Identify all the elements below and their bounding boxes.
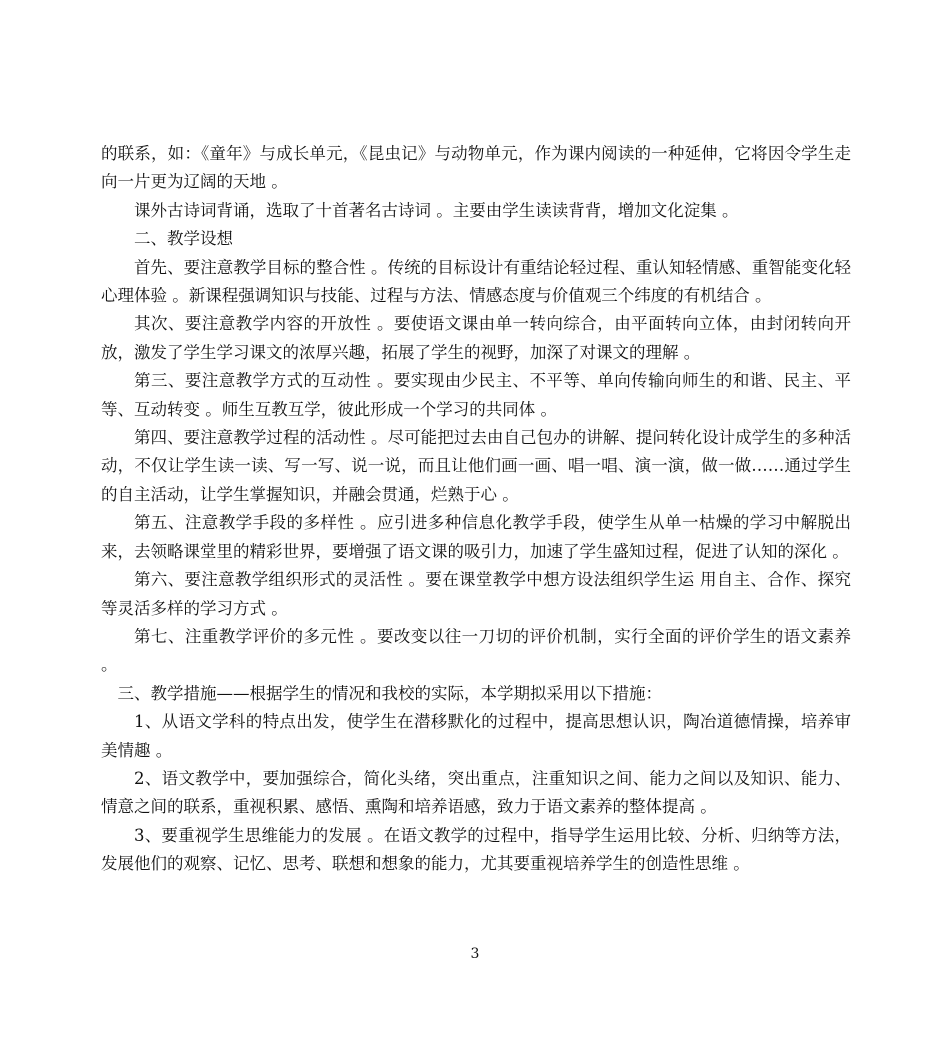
paragraph-continuation: 的联系，如：《童年》与成长单元，《昆虫记》与动物单元，作为课内阅读的一种延伸，它将因令学生走向一片更为辽阔的天地 。 (101, 144, 851, 192)
paragraph-poetry-recitation: 课外古诗词背诵，选取了十首著名古诗词 。主要由学生读读背背，增加文化淀集 。 (134, 200, 739, 220)
section-heading-teaching-measures: 三、教学措施——根据学生的情况和我校的实际，本学期拟采用以下措施： (117, 683, 662, 703)
page-number: 3 (470, 946, 480, 962)
document-body (101, 140, 851, 879)
paragraph-second: 其次、要注意教学内容的开放性 。要使语文课由单一转向综合，由平面转向立体，由封闭转向开放，激发了学生学习课文的浓厚兴趣，拓展了学生的视野，加深了对课文的理解 。 (101, 314, 851, 362)
paragraph-sixth: 第六、要注意教学组织形式的灵活性 。要在课堂教学中想方设法组织学生运 用自主、合作、探究等灵活多样的学习方式 。 (101, 570, 851, 618)
measure-item-1: 1、从语文学科的特点出发，使学生在潜移默化的过程中，提高思想认识，陶冶道德情操，培养审美情趣 。 (101, 712, 851, 760)
paragraph-seventh: 第七、注重教学评价的多元性 。要改变以往一刀切的评价机制，实行全面的评价学生的语文素养 。 (101, 626, 851, 675)
paragraph-fourth: 第四、要注意教学过程的活动性 。尽可能把过去由自己包办的讲解、提问转化设计成学生的多种活动，不仅让学生读一读、写一写、说一说，而且让他们画一画、唱一唱、演一演，做一做……通过学生的自主活动，让学生掌握知识，并融会贯通，烂熟于心 。 (101, 428, 851, 504)
measure-item-2: 2、语文教学中，要加强综合，简化头绪，突出重点，注重知识之间、能力之间以及知识、能力、情意之间的联系，重视积累、感悟、熏陶和培养语感，致力于语文素养的整体提高 。 (101, 768, 851, 817)
section-heading-teaching-ideas: 二、教学设想 (134, 229, 233, 249)
paragraph-first: 首先、要注意教学目标的整合性 。传统的目标设计有重结论轻过程、重认知轻情感、重智能变化轻心理体验 。新课程强调知识与技能、过程与方法、情感态度与价值观三个纬度的有机结合 。 (101, 257, 851, 306)
measure-item-3: 3、要重视学生思维能力的发展 。在语文教学的过程中，指导学生运用比较、分析、归纳等方法，发展他们的观察、记忆、思考、联想和想象的能力，尤其要重视培养学生的创造性思维 。 (101, 825, 851, 874)
paragraph-third: 第三、要注意教学方式的互动性 。要实现由少民主、不平等、单向传输向师生的和谐、民主、平等、互动转变 。师生互教互学，彼此形成一个学习的共同体 。 (101, 371, 851, 419)
paragraph-fifth: 第五、注意教学手段的多样性 。应引进多种信息化教学手段，使学生从单一枯燥的学习中解脱出来，去领略课堂里的精彩世界，要增强了语文课的吸引力，加速了学生盛知过程，促进了认知的深化 。 (101, 513, 851, 561)
